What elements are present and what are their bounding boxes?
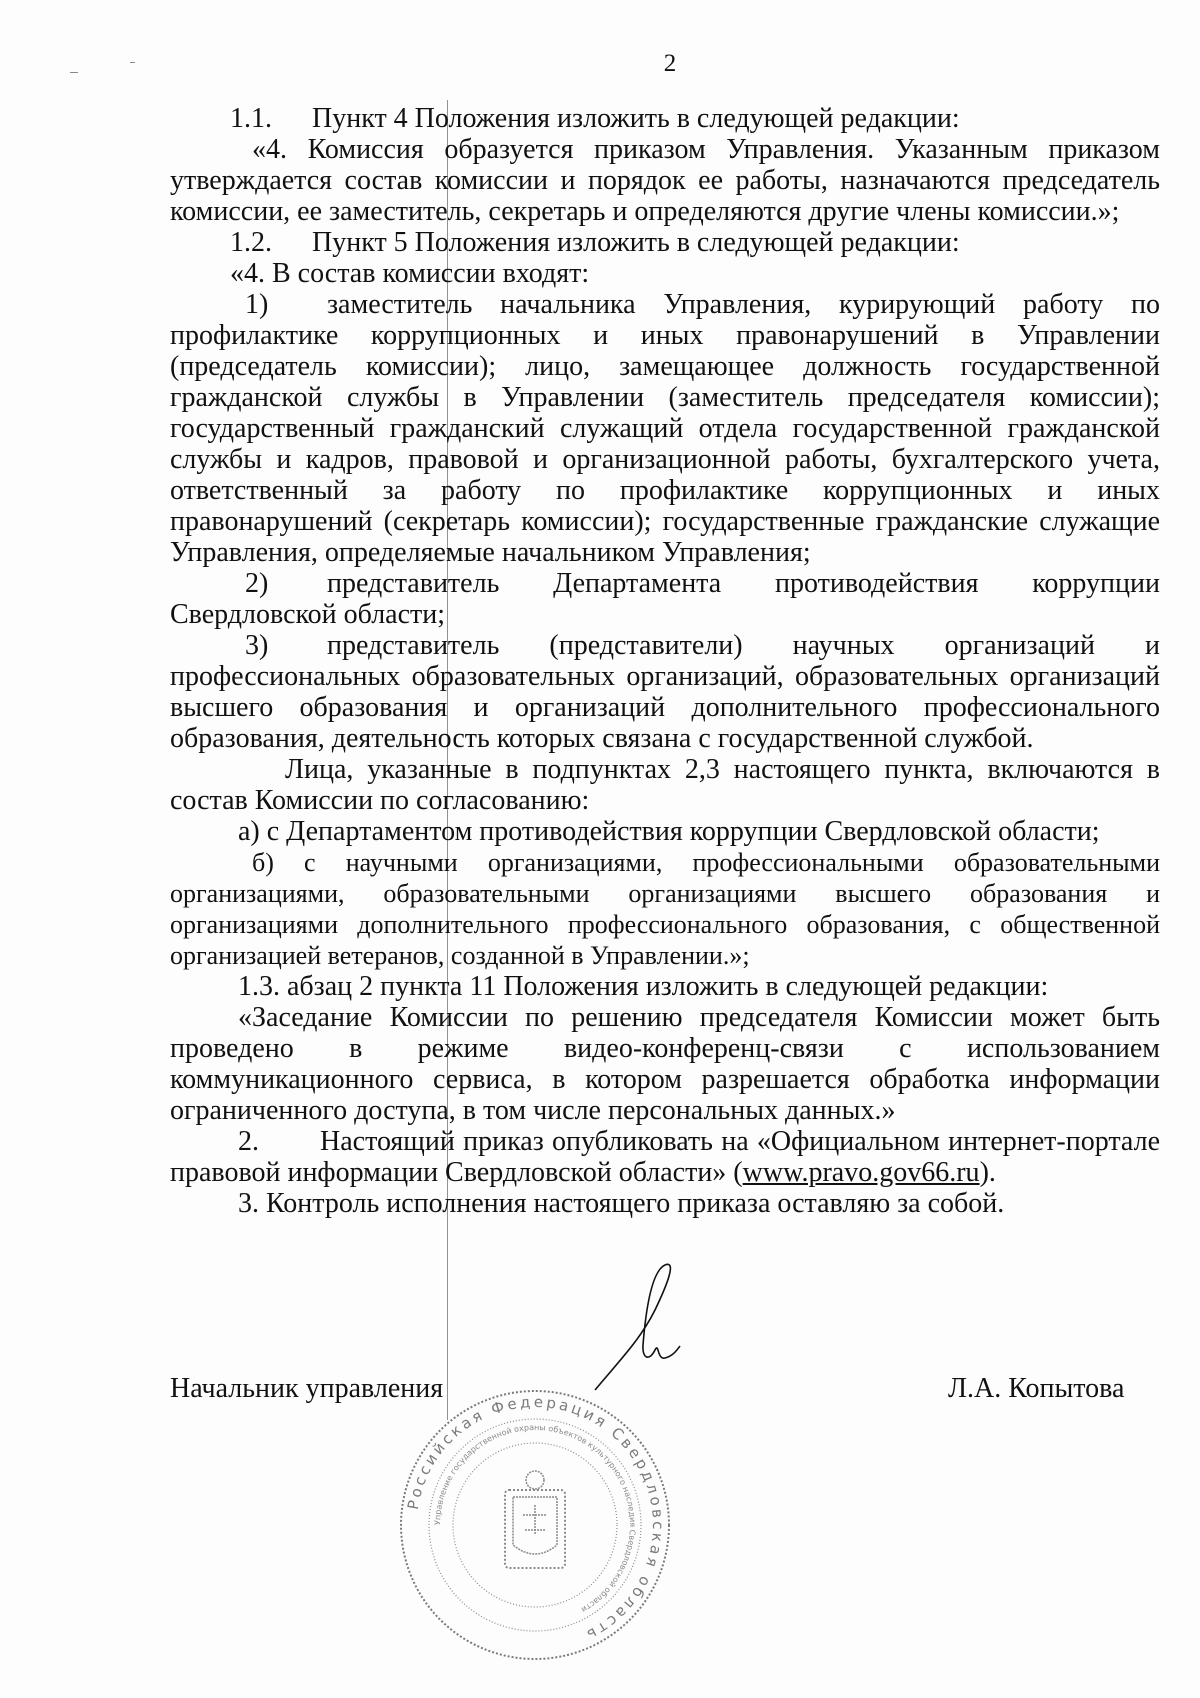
list-item-3: [170, 630, 1160, 754]
paragraph-text: Настоящий приказ опубликовать на «Официальном интернет-портале правовой информации Свердловской области» (: [170, 1126, 1160, 1188]
item-number: 2.: [238, 1126, 259, 1157]
signatory-position: Начальник управления: [170, 1373, 444, 1404]
paragraph-1-1: [170, 103, 1160, 134]
item-number: 1): [245, 289, 269, 320]
list-item-b: [170, 847, 1160, 971]
paragraph-text: ).: [979, 1157, 996, 1188]
list-item-a: [170, 816, 1160, 847]
paragraph-text: представитель (представители) научных организаций и профессиональных образовательных организаций, образовательных организаций высшего образования и организаций дополнительного профессионального образования, деятельность которых связана с государственной службой.: [170, 630, 1160, 754]
paragraph-text: заместитель начальника Управления, курирующий работу по профилактике коррупционных и иных правонарушений в Управлении (председатель комиссии); лицо, замещающее должность государственной гражданской службы в Управлении (заместитель председателя комиссии); государственный гражданский служащий отдела государственной гражданской службы и кадров, правовой и организационной работы, бухгалтерского учета, ответственный за работу по профилактике коррупционных и иных правонарушений (секретарь комиссии); государственные гражданские служащие Управления, определяемые начальником Управления;: [170, 289, 1160, 568]
paragraph-persons: [170, 754, 1160, 816]
paragraph-text: 3. Контроль исполнения настоящего приказа оставляю за собой.: [238, 1188, 1005, 1219]
item-number: 3): [245, 630, 269, 661]
paragraph-text: Лица, указанные в подпунктах 2,3 настоящего пункта, включаются в состав Комиссии по согласованию:: [170, 754, 1160, 816]
paragraph-clause-4: [170, 134, 1160, 227]
paragraph-text: а) с Департаментом противодействия коррупции Свердловской области;: [238, 816, 1100, 847]
item-number: 2): [245, 568, 269, 599]
seal-outer-text: Российская Федерация Свердловская область: [403, 1392, 668, 1646]
paragraph-2: [170, 1126, 1160, 1188]
handwritten-signature: [585, 1250, 695, 1400]
portal-link[interactable]: www.pravo.gov66.ru: [742, 1157, 980, 1188]
list-item-1: [170, 289, 1160, 568]
signatory-name: Л.А. Копытова: [948, 1373, 1125, 1404]
paragraph-3: [170, 1188, 1160, 1219]
document-body: [170, 103, 1160, 1219]
item-number: 1.1.: [230, 103, 272, 134]
paragraph-composition: [170, 258, 1160, 289]
paragraph-text: б) с научными организациями, профессиональными образовательными организациями, образовательными организациями высшего образования и организациями дополнительного профессионального образования, с общественной организацией ветеранов, созданной в Управлении.»;: [170, 848, 1160, 970]
item-number: 1.2.: [230, 227, 272, 258]
paragraph-text: представитель Департамента противодействия коррупции Свердловской области;: [170, 568, 1160, 630]
paragraph-meeting: [170, 1002, 1160, 1126]
paragraph-text: Пункт 5 Положения изложить в следующей редакции:: [312, 227, 960, 258]
official-seal: [395, 1385, 675, 1665]
seal-inner-text: Управление государственной охраны объектов культурного наследия Свердловской области: [432, 1422, 638, 1615]
paragraph-text: 1.3. абзац 2 пункта 11 Положения изложить в следующей редакции:: [238, 971, 1049, 1002]
paragraph-1-2: [170, 227, 1160, 258]
coat-of-arms-icon: [505, 1471, 565, 1568]
paragraph-1-3: [170, 971, 1160, 1002]
paragraph-text: «Заседание Комиссии по решению председателя Комиссии может быть проведено в режиме видео-конференц-связи с использованием коммуникационного сервиса, в котором разрешается обработка информации ограниченного доступа, в том числе персональных данных.»: [170, 1002, 1160, 1126]
paragraph-text: «4. В состав комиссии входят:: [230, 258, 590, 289]
paragraph-text: «4. Комиссия образуется приказом Управления. Указанным приказом утверждается состав комиссии и порядок ее работы, назначаются председатель комиссии, ее заместитель, секретарь и определяются другие члены комиссии.»;: [170, 134, 1160, 227]
page-number: 2: [663, 50, 677, 77]
list-item-2: [170, 568, 1160, 630]
paragraph-text: Пункт 4 Положения изложить в следующей редакции:: [312, 103, 960, 134]
